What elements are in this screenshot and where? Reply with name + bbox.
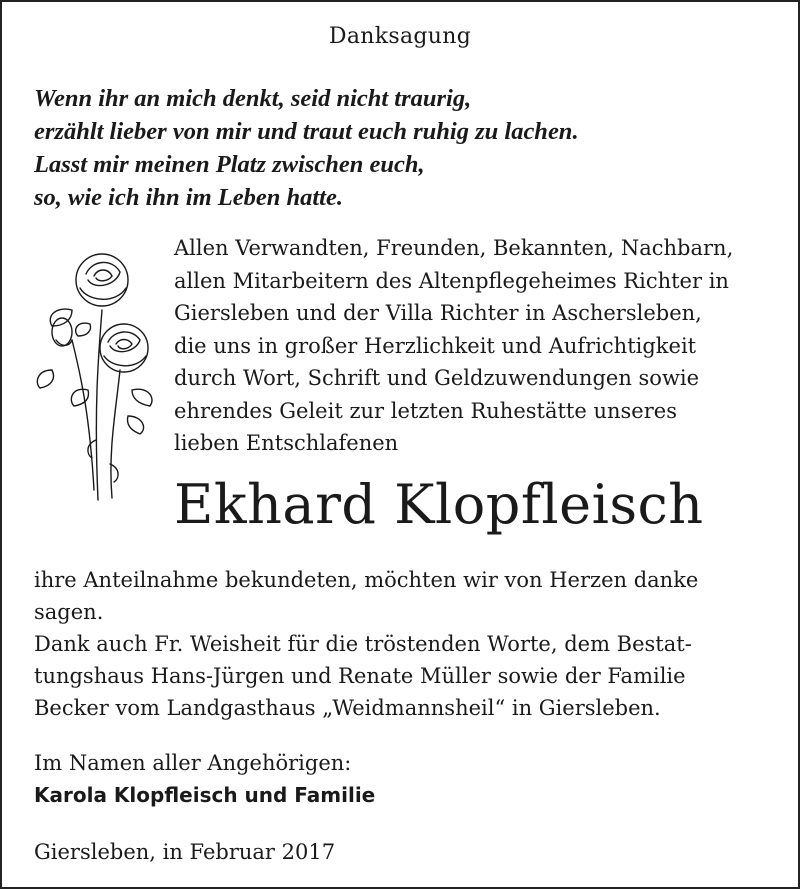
thanks-paragraph (174, 232, 784, 460)
thanks-line: allen Mitarbeitern des Altenpflegeheimes Richter in (174, 268, 729, 293)
notice-heading: Danksagung (328, 24, 472, 49)
thanks-line: Giersleben und der Villa Richter in Aschersleben, (174, 301, 702, 325)
poem-line: Wenn ihr an mich denkt, seid nicht traurig, (34, 85, 472, 112)
deceased-name: Ekhard Klopfleisch (174, 473, 704, 536)
poem-block (34, 82, 774, 214)
thanks-line: lieben Entschlafenen (174, 431, 399, 455)
thanks-line: durch Wort, Schrift und Geldzuwendungen sowie (174, 366, 700, 390)
thanks-line: Allen Verwandten, Freunden, Bekannten, Nachbarn, (174, 236, 734, 260)
signature-block (34, 747, 784, 811)
body-line: Becker vom Landgasthaus „Weidmannsheil“ in Giersleben. (34, 696, 661, 720)
poem-line: erzählt lieber von mir und traut euch ruhig zu lachen. (34, 118, 579, 145)
body-line: Dank auch Fr. Weisheit für die tröstenden Worte, dem Bestat- (34, 632, 692, 656)
poem-line: so, wie ich ihn im Leben hatte. (34, 184, 343, 211)
closing-paragraph (34, 564, 784, 724)
body-line: sagen. (34, 600, 104, 624)
place-date: Giersleben, in Februar 2017 (34, 840, 336, 864)
family-signature: Karola Klopfleisch und Familie (34, 783, 376, 807)
thanks-line: ehrendes Geleit zur letzten Ruhestätte unseres (174, 398, 677, 423)
behalf-label: Im Namen aller Angehörigen: (34, 751, 352, 775)
poem-line: Lasst mir meinen Platz zwischen euch, (34, 151, 425, 178)
rose-icon (32, 240, 162, 505)
body-line: ihre Anteilnahme bekundeten, möchten wir von Herzen danke (34, 568, 699, 592)
thanks-line: die uns in großer Herzlichkeit und Aufrichtigkeit (174, 333, 697, 358)
body-line: tungshaus Hans-Jürgen und Renate Müller sowie der Familie (34, 664, 686, 688)
